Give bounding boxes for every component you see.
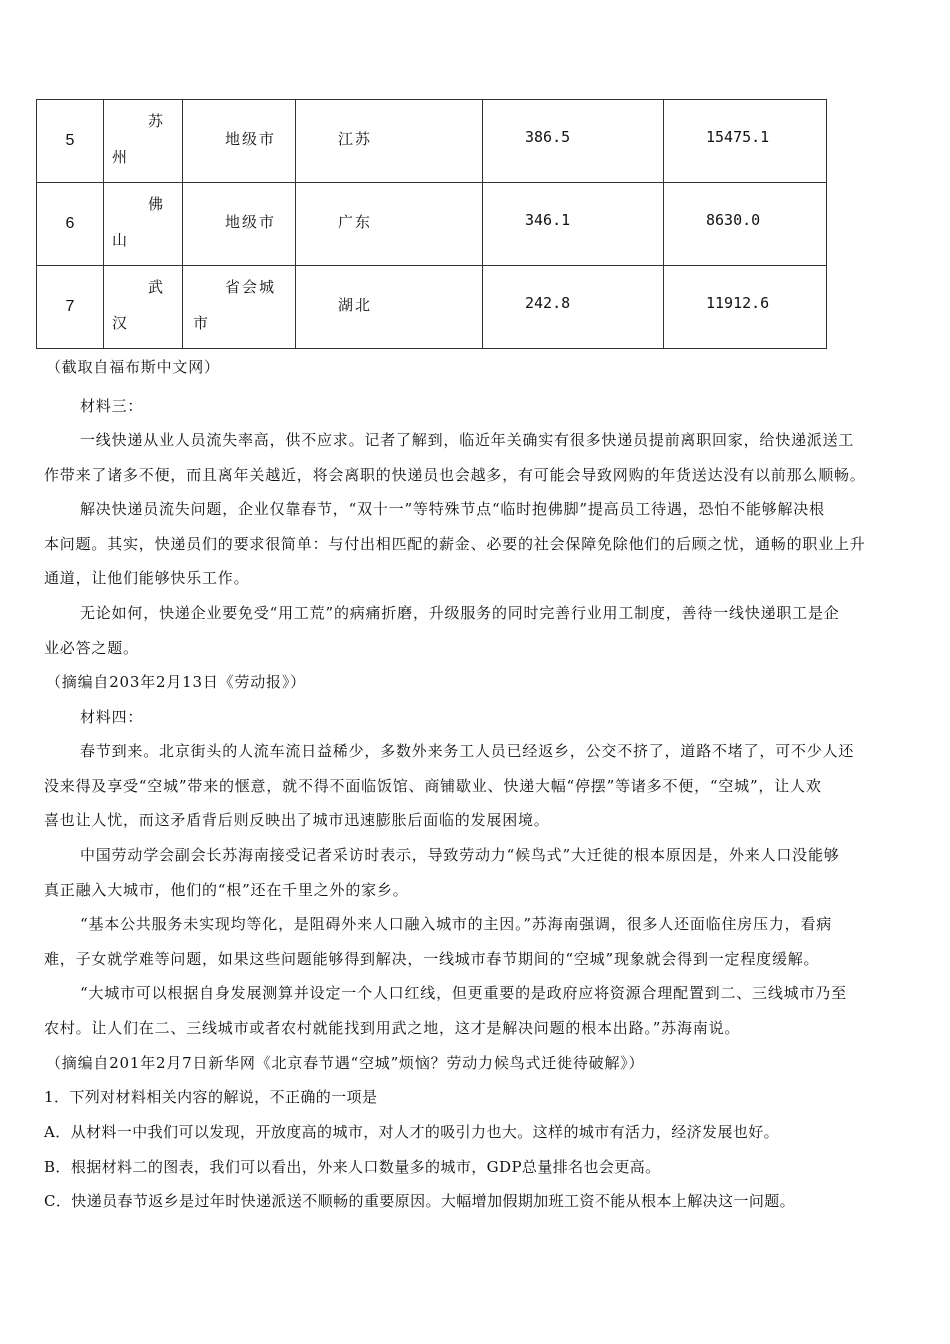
- city-name-part: 武: [148, 278, 164, 296]
- option-text: 从材料一中我们可以发现，开放度高的城市，对人才的吸引力也大。这样的城市有活力，经济发展也好。: [70, 1123, 780, 1141]
- option-a[interactable]: [44, 1122, 779, 1142]
- rank-cell: 5: [37, 100, 104, 183]
- option-label: A．: [44, 1123, 71, 1141]
- option-b[interactable]: [44, 1157, 661, 1177]
- material3-paragraph: 本问题。其实，快递员们的要求很简单：与付出相匹配的薪金、必要的社会保障免除他们的后顾之忧，通畅的职业上升: [44, 535, 866, 553]
- material3-paragraph: 业必答之题。: [44, 639, 139, 657]
- question-stem: 1．下列对材料相关内容的解说，不正确的一项是: [44, 1088, 378, 1106]
- city-type: 地级市: [225, 213, 277, 231]
- gdp-cell: [664, 266, 827, 349]
- material3-heading: 材料三：: [80, 397, 144, 415]
- material3-paragraph: 无论如何，快递企业要免受“用工荒”的病痛折磨，升级服务的同时完善行业用工制度，善待一线快递职工是企: [80, 604, 840, 622]
- population-cell: [483, 266, 664, 349]
- population-cell: [483, 100, 664, 183]
- material4-paragraph: “大城市可以根据自身发展测算并设定一个人口红线，但更重要的是政府应将资源合理配置到二、三线城市乃至: [80, 984, 847, 1002]
- rank-cell: 6: [37, 183, 104, 266]
- material4-source: （摘编自201年2月7日新华网《北京春节遇“空城”烦恼？劳动力候鸟式迁徙待破解》）: [46, 1054, 645, 1072]
- city-cell: [104, 100, 183, 183]
- material3-paragraph: 解决快递员流失问题，企业仅靠春节，“双十一”等特殊节点“临时抱佛脚”提高员工待遇，恐怕不能够解决根: [80, 500, 825, 518]
- option-label: B．: [44, 1158, 71, 1176]
- gdp-value: 8630.0: [706, 211, 761, 229]
- city-name-part: 山: [112, 231, 128, 249]
- gdp-value: 15475.1: [706, 128, 770, 146]
- city-name-part: 佛: [148, 195, 164, 213]
- material4-paragraph: 喜也让人忧，而这矛盾背后则反映出了城市迅速膨胀后面临的发展困境。: [44, 811, 550, 829]
- city-type-part: 省会城: [225, 278, 277, 296]
- material4-paragraph: 春节到来。北京街头的人流车流日益稀少，多数外来务工人员已经返乡，公交不挤了，道路不堵了，可不少人还: [80, 742, 855, 760]
- city-type-part: 市: [193, 314, 209, 332]
- material4-paragraph: 真正融入大城市，他们的“根”还在千里之外的家乡。: [44, 881, 409, 899]
- option-text: 根据材料二的图表，我们可以看出，外来人口数量多的城市，GDP总量排名也会更高。: [70, 1158, 661, 1176]
- table-row: [37, 266, 827, 349]
- province-cell: [296, 100, 483, 183]
- province: 湖北: [338, 296, 373, 314]
- table-source: （截取自福布斯中文网）: [46, 358, 220, 376]
- city-cell: [104, 266, 183, 349]
- material4-paragraph: 农村。让人们在二、三线城市或者农村就能找到用武之地，这才是解决问题的根本出路。”苏海南说。: [44, 1019, 741, 1037]
- material4-paragraph: “基本公共服务未实现均等化，是阻碍外来人口融入城市的主因。”苏海南强调，很多人还面临住房压力，看病: [80, 915, 833, 933]
- province-cell: [296, 266, 483, 349]
- province: 江苏: [338, 130, 373, 148]
- population-cell: [483, 183, 664, 266]
- material4-heading: 材料四：: [80, 708, 144, 726]
- material3-source: （摘编自203年2月13日《劳动报》）: [46, 673, 306, 691]
- population-value: 386.5: [525, 128, 571, 146]
- city-name-part: 州: [112, 148, 128, 166]
- province-cell: [296, 183, 483, 266]
- option-text: 快递员春节返乡是过年时快递派送不顺畅的重要原因。大幅增加假期加班工资不能从根本上解决这一问题。: [71, 1192, 796, 1210]
- table-row: [37, 100, 827, 183]
- material3-paragraph: 作带来了诸多不便，而且离年关越近，将会离职的快递员也会越多，有可能会导致网购的年货送达没有以前那么顺畅。: [44, 466, 866, 484]
- province: 广东: [338, 213, 373, 231]
- gdp-value: 11912.6: [706, 294, 770, 312]
- material4-paragraph: 没来得及享受“空城”带来的惬意，就不得不面临饭馆、商铺歇业、快递大幅“停摆”等诸多不便，“空城”，让人欢: [44, 777, 822, 795]
- city-name-part: 苏: [148, 112, 164, 130]
- city-type-cell: [183, 100, 296, 183]
- table-row: [37, 183, 827, 266]
- city-name-part: 汉: [112, 314, 128, 332]
- city-data-table: [36, 99, 827, 349]
- city-type-cell: [183, 266, 296, 349]
- material3-paragraph: 一线快递从业人员流失率高，供不应求。记者了解到，临近年关确实有很多快递员提前离职回家，给快递派送工: [80, 431, 855, 449]
- material4-paragraph: 难，子女就学难等问题，如果这些问题能够得到解决，一线城市春节期间的“空城”现象就会得到一定程度缓解。: [44, 950, 820, 968]
- rank-cell: 7: [37, 266, 104, 349]
- city-type: 地级市: [225, 130, 277, 148]
- option-label: C．: [44, 1192, 72, 1210]
- city-type-cell: [183, 183, 296, 266]
- material4-paragraph: 中国劳动学会副会长苏海南接受记者采访时表示，导致劳动力“候鸟式”大迁徙的根本原因是，外来人口没能够: [80, 846, 840, 864]
- option-c[interactable]: [44, 1191, 795, 1211]
- material3-paragraph: 通道，让他们能够快乐工作。: [44, 569, 250, 587]
- city-cell: [104, 183, 183, 266]
- gdp-cell: [664, 100, 827, 183]
- population-value: 242.8: [525, 294, 571, 312]
- population-value: 346.1: [525, 211, 571, 229]
- gdp-cell: [664, 183, 827, 266]
